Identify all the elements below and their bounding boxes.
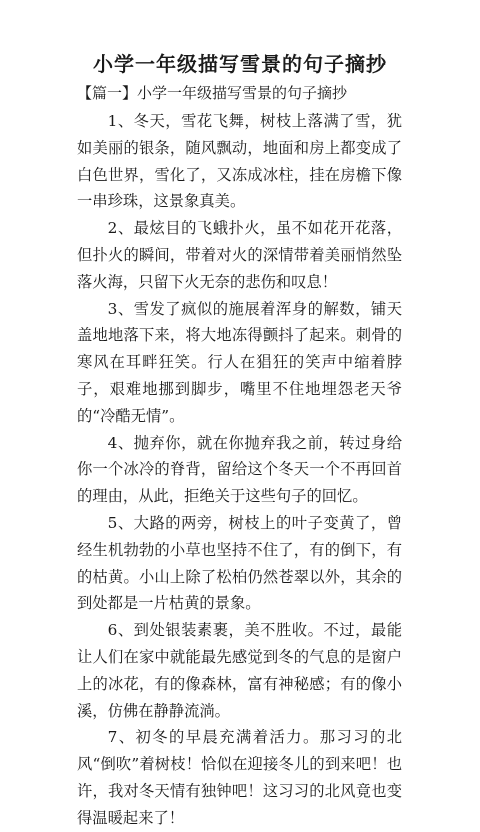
paragraph-6: 6、到处银装素裹，美不胜收。不过，最能让人们在家中就能最先感觉到冬的气息的是窗户上的冰花，有的像森林，富有神秘感；有的像小溪，仿佛在静静流淌。 — [77, 621, 402, 720]
paragraph-7: 7、初冬的早晨充满着活力。那习习的北风“倒吹”着树枝！恰似在迎接冬儿的到来吧！也许，我对冬天情有独钟吧！这习习的北风竟也变得温暖起来了！ — [77, 728, 402, 827]
paragraph-1: 1、冬天，雪花飞舞，树枝上落满了雪，犹如美丽的银条，随风飘动，地面和房上都变成了白色世界，雪化了，又冻成冰柱，挂在房檐下像一串珍珠，这景象真美。 — [77, 112, 402, 211]
paragraph-3: 3、雪发了疯似的施展着浑身的解数，铺天盖地地落下来，将大地冻得颤抖了起来。刺骨的寒风在耳畔狂笑。行人在猖狂的笑声中缩着脖子，艰难地挪到脚步，嘴里不住地埋怨老天爷的“冷酷无情”。 — [77, 299, 402, 425]
section-heading: 【篇一】小学一年级描写雪景的句子摘抄 — [77, 84, 348, 102]
paragraph-5: 5、大路的两旁，树枝上的叶子变黄了，曾经生机勃勃的小草也坚持不住了，有的倒下，有的枯黄。小山上除了松柏仍然苍翠以外，其余的到处都是一片枯黄的景象。 — [77, 513, 402, 613]
paragraph-4: 4、抛弃你，就在你抛弃我之前，转过身给你一个冰冷的脊背，留给这个冬天一个不再回首的理由，从此，拒绝关于这些句子的回忆。 — [77, 433, 402, 506]
document-title: 小学一年级描写雪景的句子摘抄 — [93, 52, 387, 76]
paragraph-2: 2、最炫目的飞蛾扑火，虽不如花开花落，但扑火的瞬间，带着对火的深情带着美丽悄然坠落火海，只留下火无奈的悲伤和叹息！ — [77, 219, 402, 291]
document-body — [77, 108, 402, 832]
